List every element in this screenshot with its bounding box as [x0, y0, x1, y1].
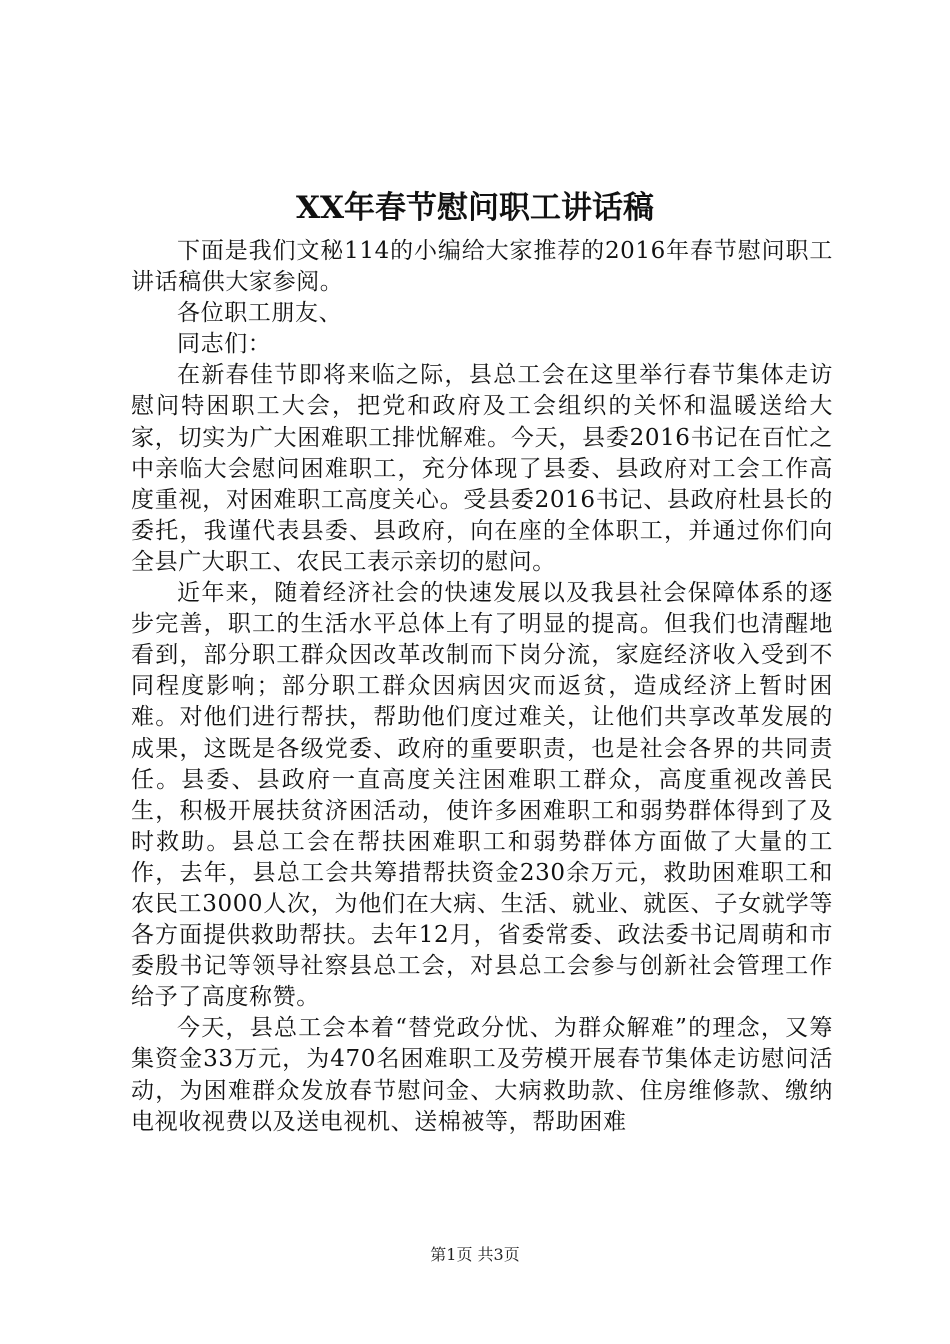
- body-paragraph: 今天，县总工会本着“替党政分忧、为群众解难”的理念，又筹集资金33万元，为470名困难职工及劳模开展春节集体走访慰问活动，为困难群众发放春节慰问金、大病救助款、住房维修款、缴纳电视收视费以及送电视机、送棉被等，帮助困难: [131, 1015, 833, 1135]
- salutation-line: 各位职工朋友、: [177, 300, 343, 327]
- intro-paragraph: 下面是我们文秘114的小编给大家推荐的2016年春节慰问职工讲话稿供大家参阅。: [131, 238, 833, 296]
- document-title: XX年春节慰问职工讲话稿: [295, 190, 655, 226]
- salutation-line: 同志们：: [177, 331, 272, 358]
- page-number: 第1页 共3页: [430, 1245, 520, 1264]
- document-body: [131, 236, 833, 1138]
- body-paragraph: 近年来，随着经济社会的快速发展以及我县社会保障体系的逐步完善，职工的生活水平总体上有了明显的提高。但我们也清醒地看到，部分职工群众因改革改制而下岗分流，家庭经济收入受到不同程度影响；部分职工群众因病因灾而返贫，造成经济上暂时困难。对他们进行帮扶，帮助他们度过难关，让他们共享改革发展的成果，这既是各级党委、政府的重要职责，也是社会各界的共同责任。县委、县政府一直高度关注困难职工群众，高度重视改善民生，积极开展扶贫济困活动，使许多困难职工和弱势群体得到了及时救助。县总工会在帮扶困难职工和弱势群体方面做了大量的工作，去年，县总工会共筹措帮扶资金230余万元，救助困难职工和农民工3000人次，为他们在大病、生活、就业、就医、子女就学等各方面提供救助帮扶。去年12月，省委常委、政法委书记周萌和市委殷书记等领导社察县总工会，对县总工会参与创新社会管理工作给予了高度称赞。: [131, 580, 833, 1011]
- body-paragraph: 在新春佳节即将来临之际，县总工会在这里举行春节集体走访慰问特困职工大会，把党和政府及工会组织的关怀和温暖送给大家，切实为广大困难职工排忧解难。今天，县委2016书记在百忙之中亲临大会慰问困难职工，充分体现了县委、县政府对工会工作高度重视，对困难职工高度关心。受县委2016书记、县政府杜县长的委托，我谨代表县委、县政府，向在座的全体职工，并通过你们向全县广大职工、农民工表示亲切的慰问。: [131, 362, 833, 575]
